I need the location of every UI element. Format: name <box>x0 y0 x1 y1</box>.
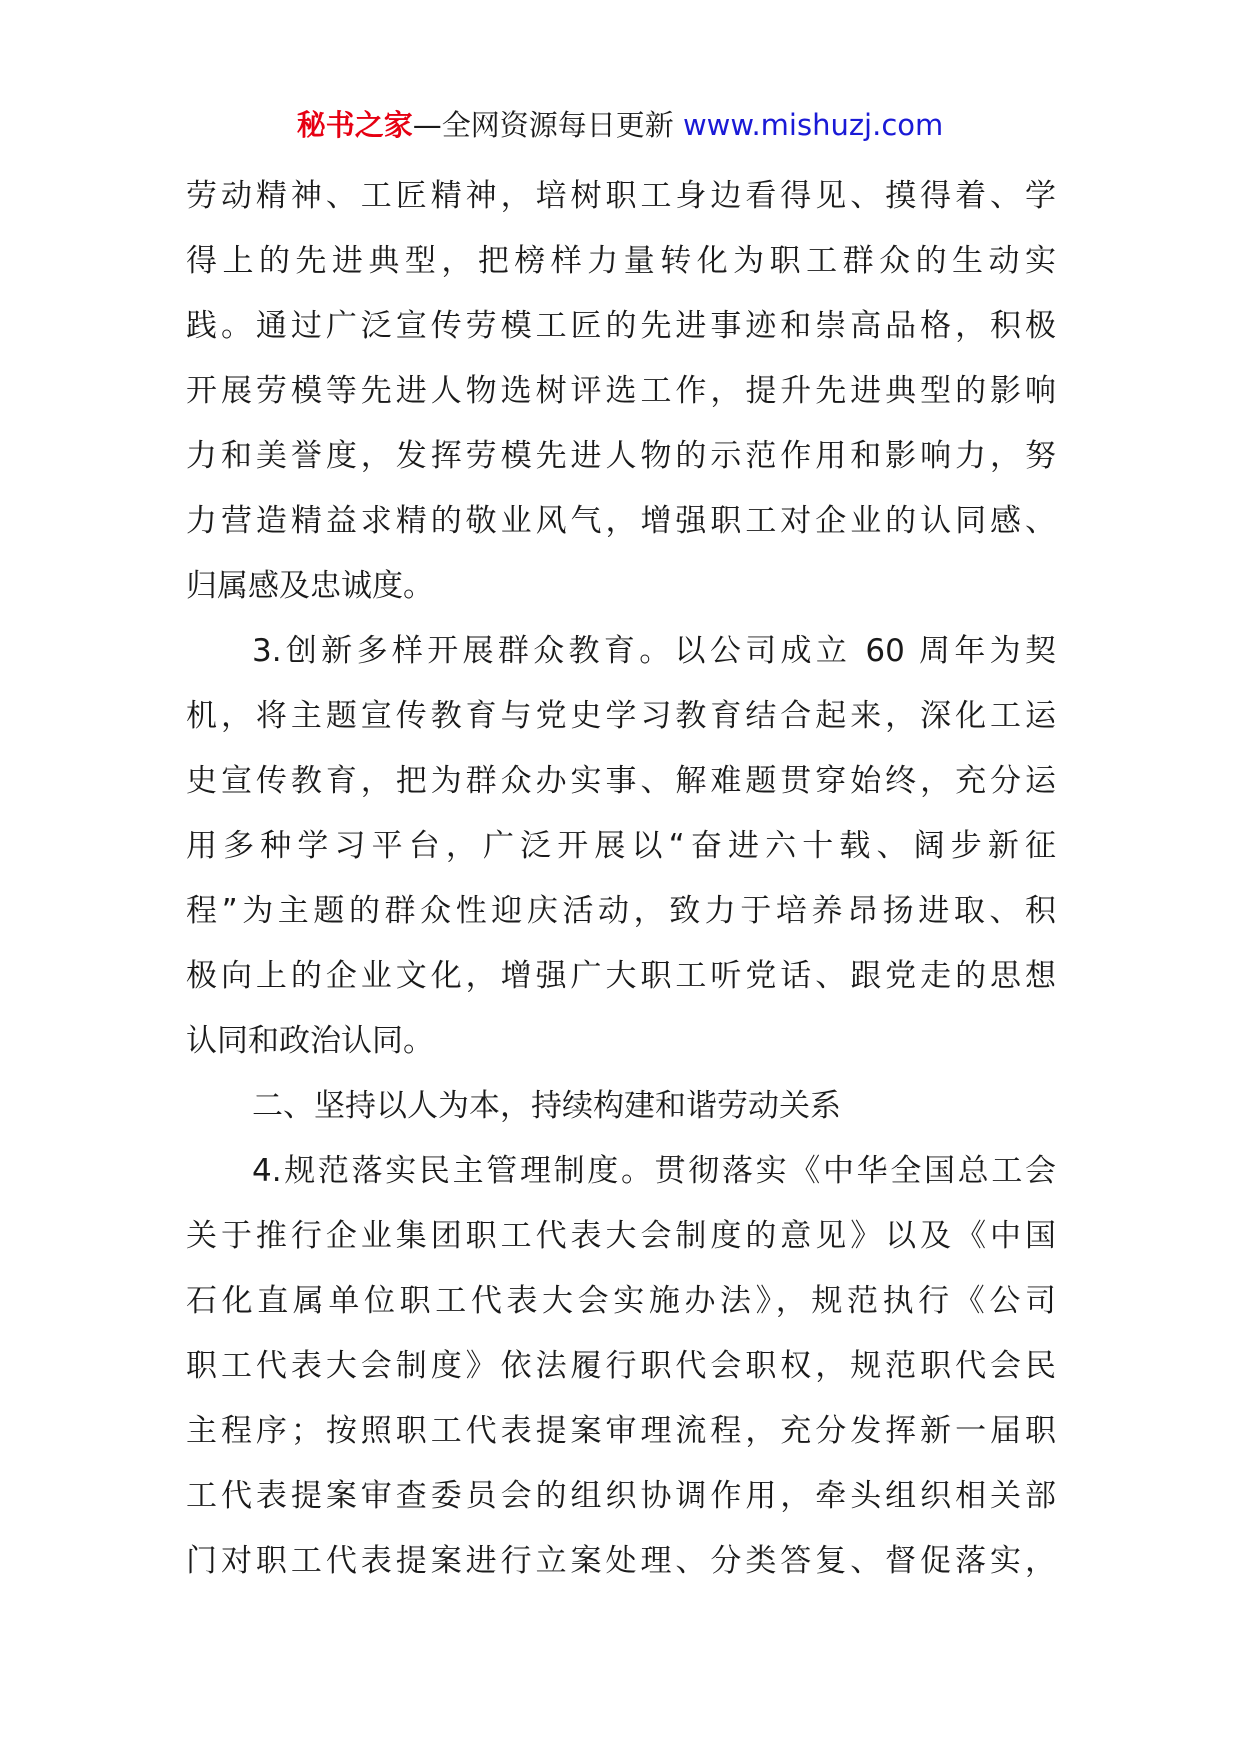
text-line: 极向上的企业文化，增强广大职工听党话、跟党走的思想 <box>186 958 1056 994</box>
paragraph-start-line: 4.规范落实民主管理制度。贯彻落实《中华全国总工会 <box>252 1153 1056 1189</box>
text-line: 职工代表大会制度》依法履行职代会职权，规范职代会民 <box>186 1348 1056 1384</box>
text-line: 关于推行企业集团职工代表大会制度的意见》以及《中国 <box>186 1218 1056 1254</box>
text-line: 力营造精益求精的敬业风气，增强职工对企业的认同感、 <box>186 503 1056 539</box>
text-line: 认同和政治认同。 <box>186 1023 434 1059</box>
section-heading: 二、坚持以人为本，持续构建和谐劳动关系 <box>252 1088 841 1124</box>
text-line: 程”为主题的群众性迎庆活动，致力于培养昂扬进取、积 <box>186 893 1056 929</box>
text-line: 劳动精神、工匠精神，培树职工身边看得见、摸得着、学 <box>186 178 1056 214</box>
text-line: 归属感及忠诚度。 <box>186 568 434 604</box>
document-body <box>186 164 1056 1594</box>
text-line: 开展劳模等先进人物选树评选工作，提升先进典型的影响 <box>186 373 1056 409</box>
site-header <box>0 103 1240 147</box>
site-url-link[interactable]: www.mishuzj.com <box>682 108 944 142</box>
text-line: 工代表提案审查委员会的组织协调作用，牵头组织相关部 <box>186 1478 1056 1514</box>
text-line: 史宣传教育，把为群众办实事、解难题贯穿始终，充分运 <box>186 763 1056 799</box>
text-line: 门对职工代表提案进行立案处理、分类答复、督促落实， <box>186 1543 1056 1579</box>
text-line: 得上的先进典型，把榜样力量转化为职工群众的生动实 <box>186 243 1056 279</box>
text-line: 主程序；按照职工代表提案审理流程，充分发挥新一届职 <box>186 1413 1056 1449</box>
text-line: 石化直属单位职工代表大会实施办法》，规范执行《公司 <box>186 1283 1056 1319</box>
text-line: 力和美誉度，发挥劳模先进人物的示范作用和影响力，努 <box>186 438 1056 474</box>
site-brand: 秘书之家 <box>296 108 413 142</box>
paragraph-start-line: 3.创新多样开展群众教育。以公司成立 60 周年为契 <box>252 633 1056 669</box>
text-line: 机，将主题宣传教育与党史学习教育结合起来，深化工运 <box>186 698 1056 734</box>
text-line: 用多种学习平台，广泛开展以“奋进六十载、阔步新征 <box>186 828 1056 864</box>
text-line: 践。通过广泛宣传劳模工匠的先进事迹和崇高品格，积极 <box>186 308 1056 344</box>
site-tagline: —全网资源每日更新 <box>412 108 683 142</box>
